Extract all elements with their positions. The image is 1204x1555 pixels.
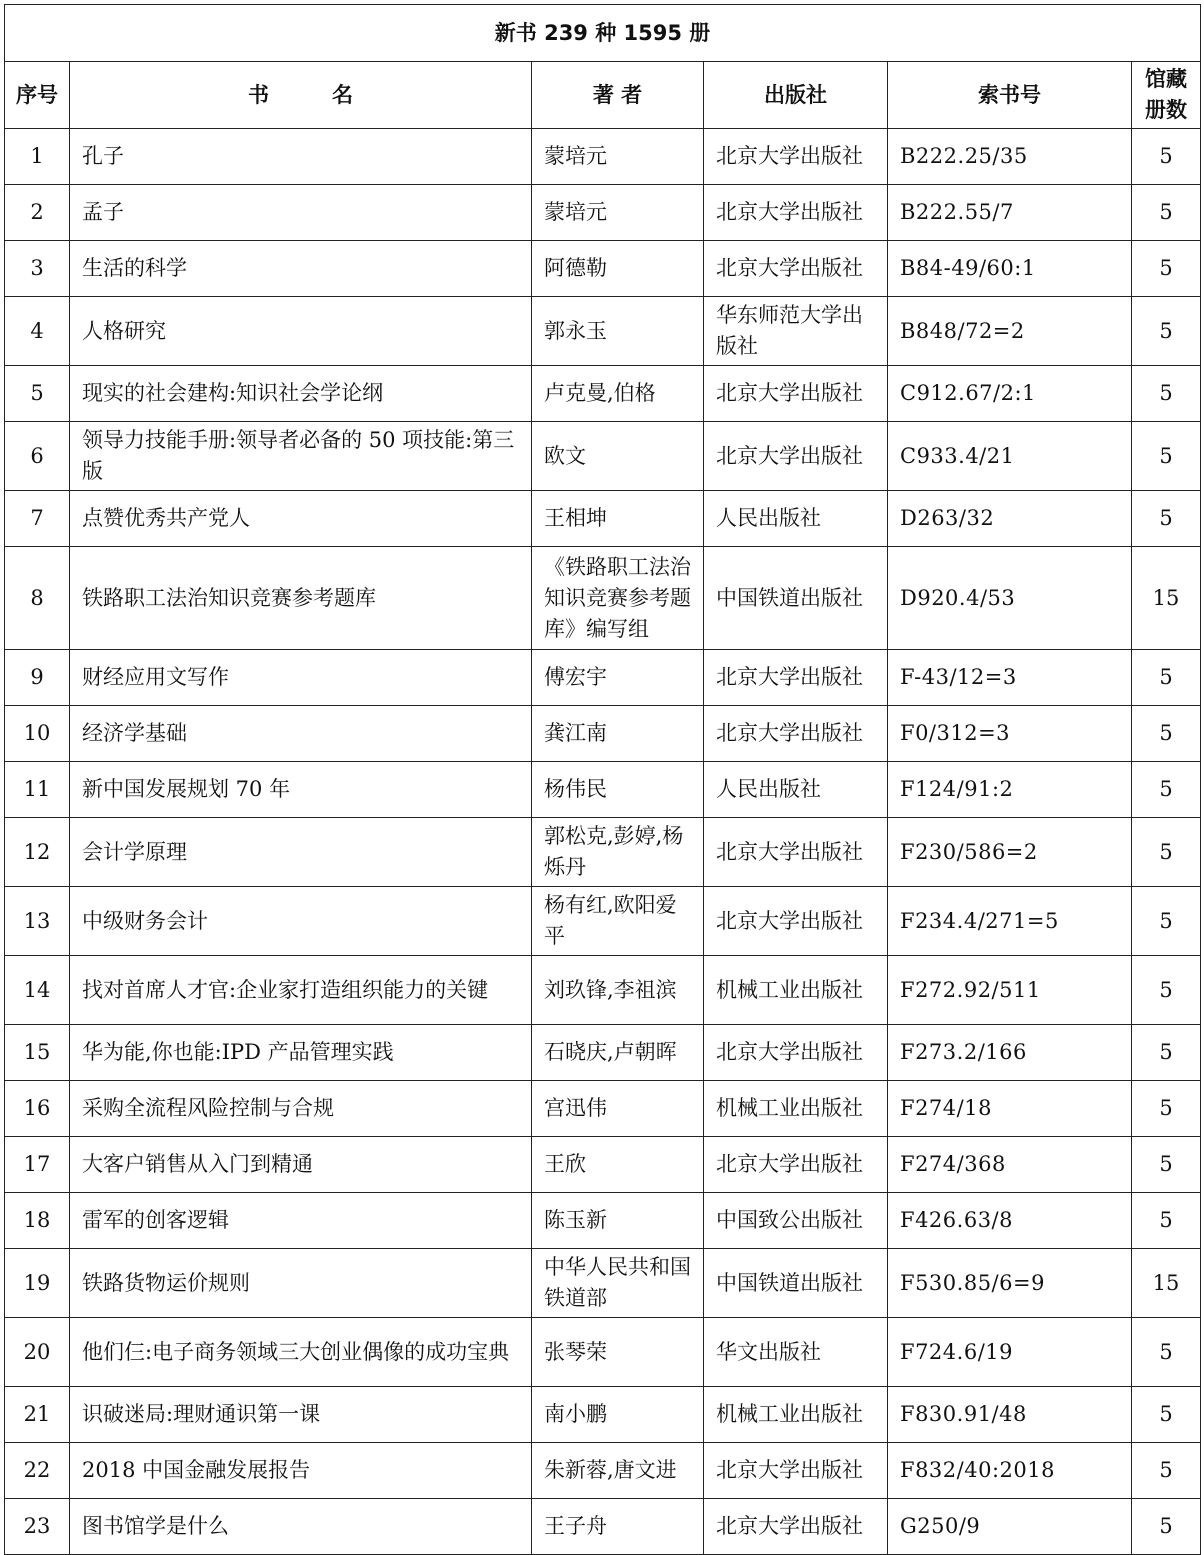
- book-title: 孔子: [70, 129, 532, 185]
- book-author: 蒙培元: [532, 185, 704, 241]
- book-copies: 5: [1132, 129, 1201, 185]
- book-title: 点赞优秀共产党人: [70, 491, 532, 547]
- book-publisher: 北京大学出版社: [704, 650, 888, 706]
- table-row: [5, 1137, 1201, 1193]
- book-title: 人格研究: [70, 297, 532, 366]
- book-author: 刘玖锋,李祖滨: [532, 956, 704, 1025]
- book-call-number: C912.67/2:1: [888, 366, 1132, 422]
- row-number: 9: [5, 650, 70, 706]
- row-number: 22: [5, 1443, 70, 1499]
- book-title: 中级财务会计: [70, 887, 532, 956]
- book-author: 王子舟: [532, 1499, 704, 1555]
- book-call-number: F234.4/271=5: [888, 887, 1132, 956]
- book-call-number: F0/312=3: [888, 706, 1132, 762]
- book-author: 蒙培元: [532, 129, 704, 185]
- book-author: 阿德勒: [532, 241, 704, 297]
- book-copies: 5: [1132, 762, 1201, 818]
- book-copies: 5: [1132, 1318, 1201, 1387]
- book-title: 孟子: [70, 185, 532, 241]
- table-row: [5, 366, 1201, 422]
- table-row: [5, 1318, 1201, 1387]
- book-call-number: F724.6/19: [888, 1318, 1132, 1387]
- book-publisher: 北京大学出版社: [704, 706, 888, 762]
- book-call-number: B84-49/60:1: [888, 241, 1132, 297]
- row-number: 6: [5, 422, 70, 491]
- book-call-number: F530.85/6=9: [888, 1249, 1132, 1318]
- table-row: [5, 1499, 1201, 1555]
- book-call-number: D920.4/53: [888, 547, 1132, 650]
- table-row: [5, 1249, 1201, 1318]
- row-number: 3: [5, 241, 70, 297]
- row-number: 10: [5, 706, 70, 762]
- header-call-number: 索书号: [888, 62, 1132, 129]
- row-number: 18: [5, 1193, 70, 1249]
- book-author: 郭永玉: [532, 297, 704, 366]
- table-row: [5, 1387, 1201, 1443]
- book-author: 中华人民共和国铁道部: [532, 1249, 704, 1318]
- book-title: 生活的科学: [70, 241, 532, 297]
- book-copies: 5: [1132, 241, 1201, 297]
- book-copies: 5: [1132, 422, 1201, 491]
- book-title: 经济学基础: [70, 706, 532, 762]
- row-number: 14: [5, 956, 70, 1025]
- table-row: [5, 762, 1201, 818]
- book-publisher: 机械工业出版社: [704, 956, 888, 1025]
- row-number: 2: [5, 185, 70, 241]
- book-copies: 5: [1132, 956, 1201, 1025]
- header-copies: 馆藏册数: [1132, 62, 1201, 129]
- book-author: 卢克曼,伯格: [532, 366, 704, 422]
- book-title: 华为能,你也能:IPD 产品管理实践: [70, 1025, 532, 1081]
- book-call-number: B222.55/7: [888, 185, 1132, 241]
- book-title: 雷军的创客逻辑: [70, 1193, 532, 1249]
- table-row: [5, 1443, 1201, 1499]
- book-title: 大客户销售从入门到精通: [70, 1137, 532, 1193]
- book-copies: 5: [1132, 1137, 1201, 1193]
- book-author: 朱新蓉,唐文进: [532, 1443, 704, 1499]
- book-title: 现实的社会建构:知识社会学论纲: [70, 366, 532, 422]
- row-number: 21: [5, 1387, 70, 1443]
- book-call-number: B848/72=2: [888, 297, 1132, 366]
- row-number: 1: [5, 129, 70, 185]
- row-number: 7: [5, 491, 70, 547]
- table-row: [5, 1081, 1201, 1137]
- book-call-number: F832/40:2018: [888, 1443, 1132, 1499]
- row-number: 17: [5, 1137, 70, 1193]
- table-row: [5, 1025, 1201, 1081]
- book-call-number: F124/91:2: [888, 762, 1132, 818]
- book-publisher: 机械工业出版社: [704, 1387, 888, 1443]
- book-title: 采购全流程风险控制与合规: [70, 1081, 532, 1137]
- book-publisher: 北京大学出版社: [704, 818, 888, 887]
- table-row: [5, 1193, 1201, 1249]
- book-title: 2018 中国金融发展报告: [70, 1443, 532, 1499]
- book-copies: 5: [1132, 1499, 1201, 1555]
- book-copies: 5: [1132, 1025, 1201, 1081]
- book-title: 会计学原理: [70, 818, 532, 887]
- book-publisher: 机械工业出版社: [704, 1081, 888, 1137]
- book-copies: 5: [1132, 818, 1201, 887]
- book-call-number: F272.92/511: [888, 956, 1132, 1025]
- book-publisher: 中国致公出版社: [704, 1193, 888, 1249]
- book-author: 王相坤: [532, 491, 704, 547]
- row-number: 19: [5, 1249, 70, 1318]
- book-title: 图书馆学是什么: [70, 1499, 532, 1555]
- row-number: 8: [5, 547, 70, 650]
- column-header-row: [5, 62, 1201, 129]
- row-number: 13: [5, 887, 70, 956]
- book-call-number: B222.25/35: [888, 129, 1132, 185]
- book-copies: 5: [1132, 297, 1201, 366]
- book-call-number: F274/18: [888, 1081, 1132, 1137]
- table-row: [5, 129, 1201, 185]
- header-title: 书 名: [70, 62, 532, 129]
- header-publisher: 出版社: [704, 62, 888, 129]
- book-call-number: G250/9: [888, 1499, 1132, 1555]
- book-call-number: F230/586=2: [888, 818, 1132, 887]
- book-call-number: C933.4/21: [888, 422, 1132, 491]
- book-publisher: 中国铁道出版社: [704, 1249, 888, 1318]
- table-row: [5, 241, 1201, 297]
- table-row: [5, 818, 1201, 887]
- table-row: [5, 547, 1201, 650]
- book-call-number: F830.91/48: [888, 1387, 1132, 1443]
- table-row: [5, 185, 1201, 241]
- book-copies: 5: [1132, 706, 1201, 762]
- book-copies: 5: [1132, 1193, 1201, 1249]
- header-author: 著 者: [532, 62, 704, 129]
- book-copies: 5: [1132, 1081, 1201, 1137]
- book-title: 他们仨:电子商务领域三大创业偶像的成功宝典: [70, 1318, 532, 1387]
- book-author: 欧文: [532, 422, 704, 491]
- book-publisher: 中国铁道出版社: [704, 547, 888, 650]
- book-call-number: F273.2/166: [888, 1025, 1132, 1081]
- book-publisher: 华文出版社: [704, 1318, 888, 1387]
- book-copies: 15: [1132, 547, 1201, 650]
- book-title: 财经应用文写作: [70, 650, 532, 706]
- book-publisher: 北京大学出版社: [704, 1137, 888, 1193]
- book-copies: 5: [1132, 1387, 1201, 1443]
- book-copies: 5: [1132, 491, 1201, 547]
- book-title: 铁路职工法治知识竞赛参考题库: [70, 547, 532, 650]
- table-row: [5, 422, 1201, 491]
- book-publisher: 北京大学出版社: [704, 241, 888, 297]
- book-copies: 5: [1132, 366, 1201, 422]
- row-number: 11: [5, 762, 70, 818]
- table-title: 新书 239 种 1595 册: [5, 5, 1201, 62]
- book-copies: 15: [1132, 1249, 1201, 1318]
- book-author: 龚江南: [532, 706, 704, 762]
- table-row: [5, 887, 1201, 956]
- book-call-number: F426.63/8: [888, 1193, 1132, 1249]
- book-title: 识破迷局:理财通识第一课: [70, 1387, 532, 1443]
- book-title: 铁路货物运价规则: [70, 1249, 532, 1318]
- table-row: [5, 650, 1201, 706]
- book-author: 傅宏宇: [532, 650, 704, 706]
- row-number: 5: [5, 366, 70, 422]
- row-number: 20: [5, 1318, 70, 1387]
- book-author: 杨有红,欧阳爱平: [532, 887, 704, 956]
- book-publisher: 人民出版社: [704, 762, 888, 818]
- book-author: 石晓庆,卢朝晖: [532, 1025, 704, 1081]
- book-publisher: 北京大学出版社: [704, 1443, 888, 1499]
- book-author: 郭松克,彭婷,杨烁丹: [532, 818, 704, 887]
- book-publisher: 北京大学出版社: [704, 887, 888, 956]
- book-copies: 5: [1132, 185, 1201, 241]
- book-publisher: 人民出版社: [704, 491, 888, 547]
- book-publisher: 华东师范大学出版社: [704, 297, 888, 366]
- book-publisher: 北京大学出版社: [704, 185, 888, 241]
- row-number: 23: [5, 1499, 70, 1555]
- book-author: 张琴荣: [532, 1318, 704, 1387]
- book-publisher: 北京大学出版社: [704, 1025, 888, 1081]
- table-row: [5, 956, 1201, 1025]
- book-publisher: 北京大学出版社: [704, 129, 888, 185]
- book-title: 找对首席人才官:企业家打造组织能力的关键: [70, 956, 532, 1025]
- book-call-number: D263/32: [888, 491, 1132, 547]
- table-row: [5, 491, 1201, 547]
- new-books-table: [4, 4, 1201, 1555]
- header-no: 序号: [5, 62, 70, 129]
- row-number: 15: [5, 1025, 70, 1081]
- table-row: [5, 706, 1201, 762]
- table-title-row: [5, 5, 1201, 62]
- table-body: [5, 129, 1201, 1555]
- book-author: 王欣: [532, 1137, 704, 1193]
- book-call-number: F-43/12=3: [888, 650, 1132, 706]
- book-call-number: F274/368: [888, 1137, 1132, 1193]
- book-publisher: 北京大学出版社: [704, 366, 888, 422]
- book-copies: 5: [1132, 887, 1201, 956]
- book-author: 杨伟民: [532, 762, 704, 818]
- book-author: 陈玉新: [532, 1193, 704, 1249]
- row-number: 4: [5, 297, 70, 366]
- book-author: 南小鹏: [532, 1387, 704, 1443]
- book-title: 新中国发展规划 70 年: [70, 762, 532, 818]
- book-title: 领导力技能手册:领导者必备的 50 项技能:第三版: [70, 422, 532, 491]
- book-author: 宫迅伟: [532, 1081, 704, 1137]
- book-copies: 5: [1132, 1443, 1201, 1499]
- book-author: 《铁路职工法治知识竞赛参考题库》编写组: [532, 547, 704, 650]
- row-number: 16: [5, 1081, 70, 1137]
- book-copies: 5: [1132, 650, 1201, 706]
- table-row: [5, 297, 1201, 366]
- book-publisher: 北京大学出版社: [704, 1499, 888, 1555]
- book-publisher: 北京大学出版社: [704, 422, 888, 491]
- row-number: 12: [5, 818, 70, 887]
